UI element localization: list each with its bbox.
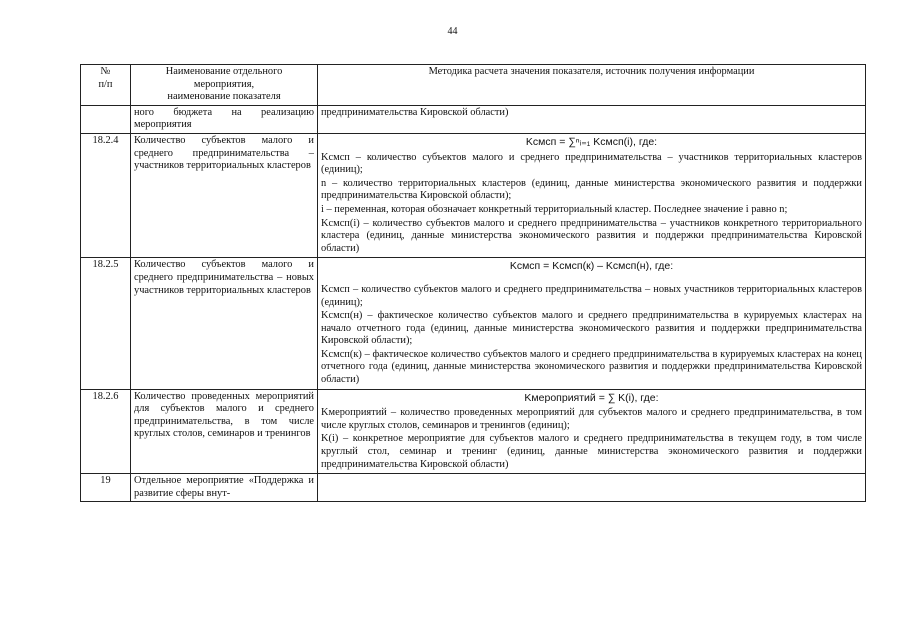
header-name: [131, 65, 318, 106]
header-number-line2: п/п: [98, 78, 113, 90]
methodology-paragraph: Kсмсп(н) – фактическое количество субъектов малого и среднего предпринимательства в курируемых кластерах на начало отчетного года (единиц, данные министерства экономического развития и поддержки предпринимательства Кировской области);: [321, 310, 862, 347]
page-number: 44: [447, 26, 458, 37]
row-number: 18.2.6: [81, 389, 131, 474]
header-name-line3: наименование показателя: [167, 91, 281, 103]
table-row: [81, 105, 866, 133]
table-row: [81, 133, 866, 257]
header-name-line1: Наименование отдельного: [165, 66, 283, 77]
row-name: Отдельное мероприятие «Поддержка и развитие сферы внут-: [131, 474, 318, 502]
row-methodology: [318, 258, 866, 389]
row-name: ного бюджета на реализацию мероприятия: [131, 105, 318, 133]
methodology-paragraph: Kсмсп(i) – количество субъектов малого и среднего предпринимательства – участников конкретного территориального кластера (единиц, данные министерства экономического развития и поддержки предпринимательства Кировской области): [321, 217, 862, 254]
methodology-paragraph: Kмероприятий – количество проведенных мероприятий для субъектов малого и среднего предпринимательства, в том числе круглых столов, семинаров и тренингов (единиц);: [321, 407, 862, 431]
formula: Kсмсп = Kсмсп(к) – Kсмсп(н), где:: [509, 260, 674, 273]
header-number-line1: №: [100, 66, 111, 77]
table-row: [81, 474, 866, 502]
row-name: Количество проведенных мероприятий для субъектов малого и среднего предпринимательства, в том числе круглых столов, семинаров и тренингов: [131, 389, 318, 474]
methodology-paragraph: Kсмсп – количество субъектов малого и среднего предпринимательства – новых участников территориальных кластеров (единиц);: [321, 283, 862, 308]
row-number: 18.2.5: [81, 258, 131, 389]
row-methodology: [318, 133, 866, 257]
header-methodology: Методика расчета значения показателя, источник получения информации: [318, 65, 866, 106]
methodology-paragraph: предпринимательства Кировской области): [321, 106, 509, 118]
methodology-paragraph: Kсмсп – количество субъектов малого и среднего предпринимательства – участников территориальных кластеров (единиц);: [321, 151, 862, 176]
methodology-paragraph: n – количество территориальных кластеров (единиц, данные министерства экономического развития и поддержки предпринимательства Кировской области);: [321, 177, 862, 202]
table-row: [81, 389, 866, 474]
row-number: 18.2.4: [81, 133, 131, 257]
table-header-row: [81, 65, 866, 106]
methodology-paragraph: K(i) – конкретное мероприятие для субъектов малого и среднего предпринимательства в текущем году, в том числе круглый стол, семинар и тренинг (единиц, данные министерства экономического развития и поддержки предпринимательства Кировской области): [321, 433, 862, 470]
spacer: [321, 276, 862, 284]
row-number: [81, 105, 131, 133]
row-number: 19: [81, 474, 131, 502]
methodology-paragraph: Kсмсп(к) – фактическое количество субъектов малого и среднего предпринимательства в курируемых кластерах на конец отчетного года (единиц, данные министерства экономического развития и поддержки предпринимательства Кировской области): [321, 348, 862, 386]
header-number: [81, 65, 131, 106]
methodology-table: [80, 64, 866, 502]
formula: Kмероприятий = ∑ K(i), где:: [524, 391, 659, 404]
row-methodology: [318, 105, 866, 133]
methodology-paragraph: i – переменная, которая обозначает конкретный территориальный кластер. Последнее значение i равно n;: [321, 203, 788, 215]
row-methodology: [318, 474, 866, 502]
header-name-line2: мероприятия,: [193, 78, 255, 90]
row-name: Количество субъектов малого и среднего предпринимательства – участников территориальных кластеров: [131, 133, 318, 257]
formula: Kсмсп = ∑ⁿᵢ₌₁ Kсмсп(i), где:: [525, 135, 658, 148]
table-row: [81, 258, 866, 389]
row-name: Количество субъектов малого и среднего предпринимательства – новых участников территориальных кластеров: [131, 258, 318, 389]
row-methodology: [318, 389, 866, 474]
